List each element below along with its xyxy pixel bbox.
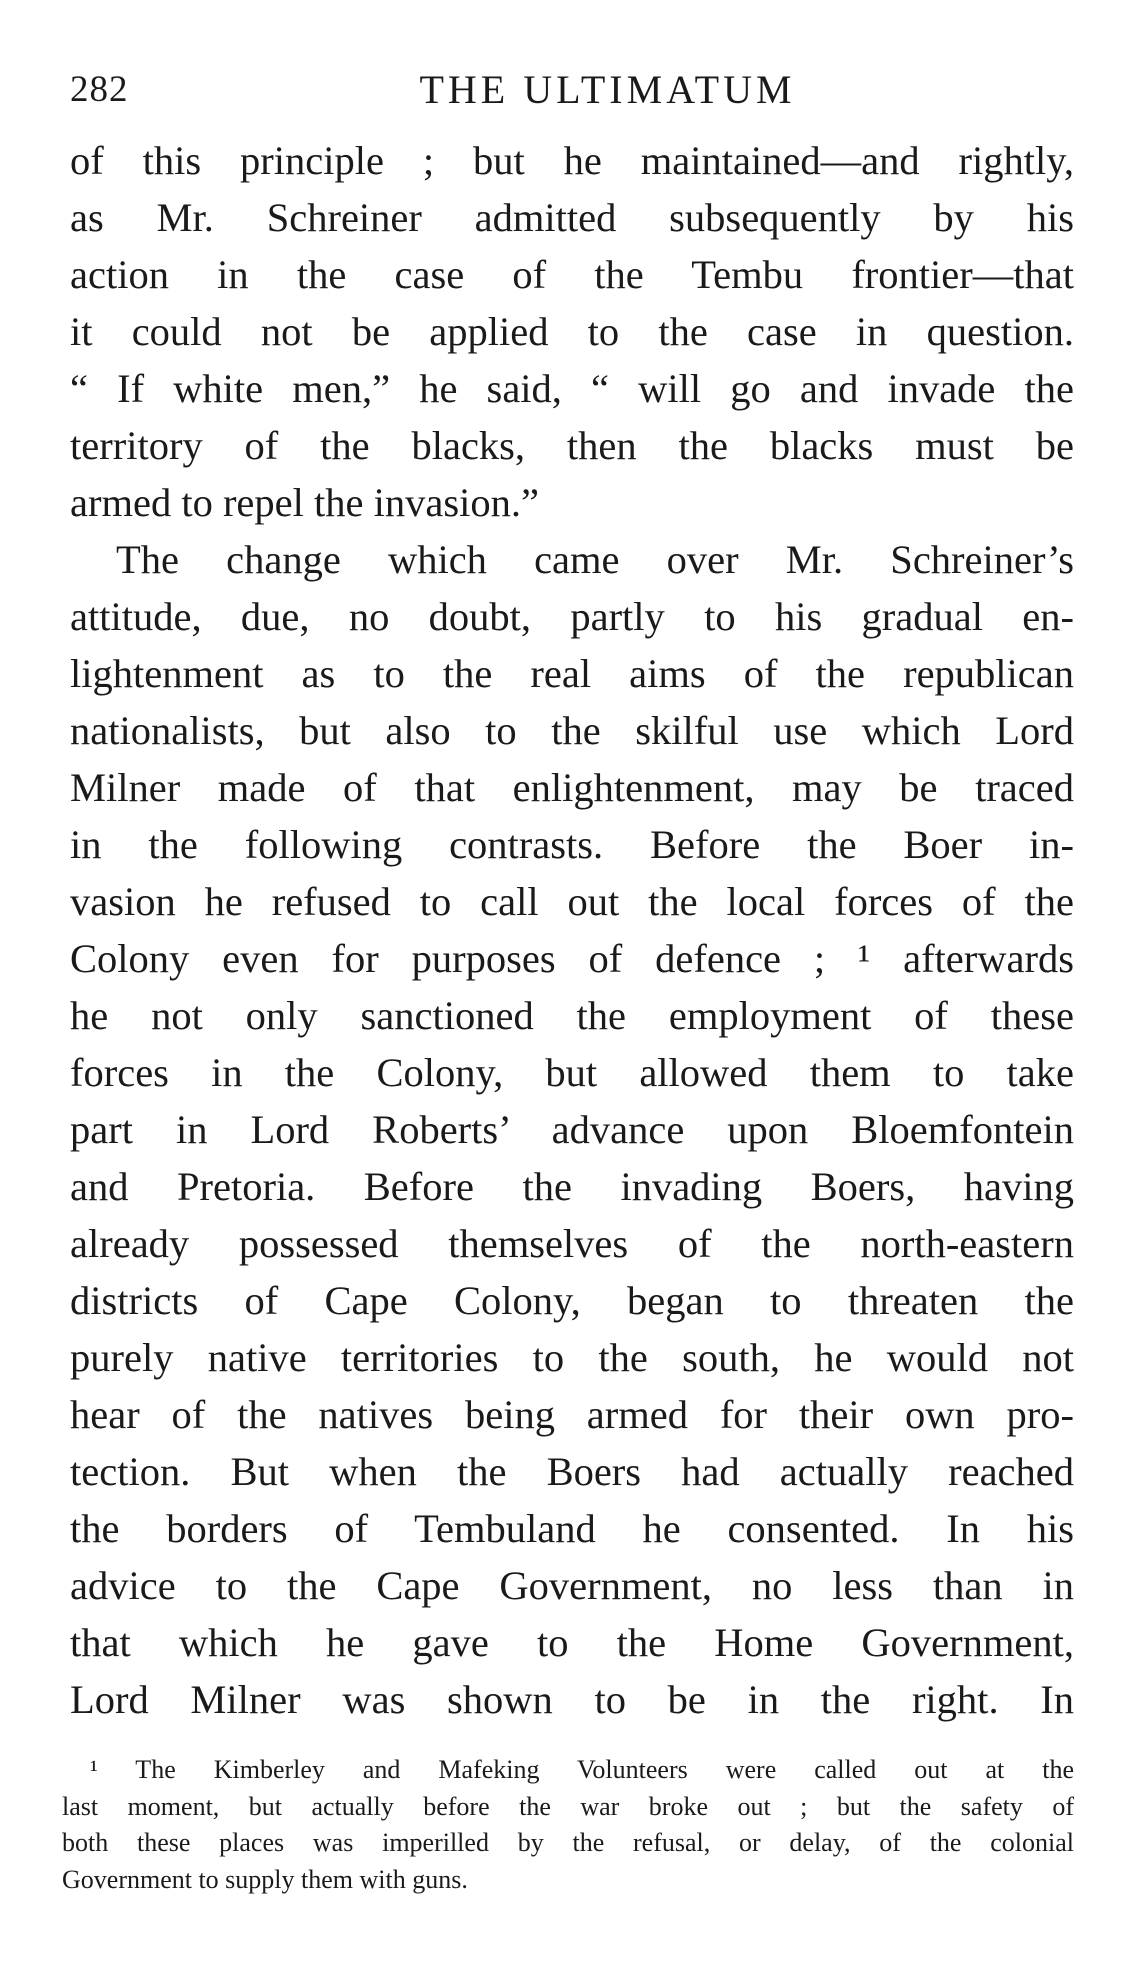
text-line: tection. But when the Boers had actually reached: [70, 1449, 1074, 1494]
text-line: it could not be applied to the case in question.: [70, 309, 1074, 354]
paragraph-start-line: The change which came over Mr. Schreiner’s: [116, 537, 1074, 582]
text-line: part in Lord Roberts’ advance upon Bloemfontein: [70, 1107, 1074, 1152]
text-line: lightenment as to the real aims of the republican: [70, 651, 1074, 696]
text-line: that which he gave to the Home Government,: [70, 1620, 1074, 1665]
page-header: [70, 62, 1075, 122]
text-line: districts of Cape Colony, began to threaten the: [70, 1278, 1074, 1323]
text-line: of this principle ; but he maintained—and rightly,: [70, 138, 1074, 183]
text-line: and Pretoria. Before the invading Boers, having: [70, 1164, 1074, 1209]
text-line: already possessed themselves of the north-eastern: [70, 1221, 1074, 1266]
text-line: attitude, due, no doubt, partly to his gradual en-: [70, 594, 1074, 639]
text-line: in the following contrasts. Before the Boer in-: [70, 822, 1074, 867]
text-line: purely native territories to the south, he would not: [70, 1335, 1074, 1380]
footnote: [62, 1752, 1074, 1898]
text-line: the borders of Tembuland he consented. In his: [70, 1506, 1074, 1551]
text-line: Colony even for purposes of defence ; ¹ afterwards: [70, 936, 1074, 981]
page-number: 282: [70, 69, 129, 110]
footnote-line: ¹ The Kimberley and Mafeking Volunteers were called out at the: [90, 1755, 1074, 1784]
text-line: territory of the blacks, then the blacks must be: [70, 423, 1074, 468]
text-line: he not only sanctioned the employment of these: [70, 993, 1074, 1038]
footnote-line: last moment, but actually before the war broke out ; but the safety of: [62, 1791, 1074, 1821]
text-line: as Mr. Schreiner admitted subsequently by his: [70, 195, 1074, 240]
text-line: Lord Milner was shown to be in the right. In: [70, 1677, 1074, 1722]
text-line: action in the case of the Tembu frontier—that: [70, 252, 1074, 297]
text-line: armed to repel the invasion.”: [70, 480, 539, 525]
text-line: nationalists, but also to the skilful use which Lord: [70, 708, 1074, 753]
text-line: forces in the Colony, but allowed them to take: [70, 1050, 1074, 1095]
footnote-line: Government to supply them with guns.: [62, 1864, 468, 1894]
footnote-line: both these places was imperilled by the refusal, or delay, of the colonial: [62, 1828, 1074, 1857]
text-line: Milner made of that enlightenment, may be traced: [70, 765, 1074, 810]
body-text: [70, 132, 1074, 1728]
text-line: “ If white men,” he said, “ will go and invade the: [70, 366, 1074, 411]
text-line: advice to the Cape Government, no less than in: [70, 1563, 1074, 1608]
text-line: vasion he refused to call out the local forces of the: [70, 879, 1074, 924]
text-line: hear of the natives being armed for their own pro-: [70, 1392, 1074, 1437]
running-head: THE ULTIMATUM: [419, 67, 796, 112]
